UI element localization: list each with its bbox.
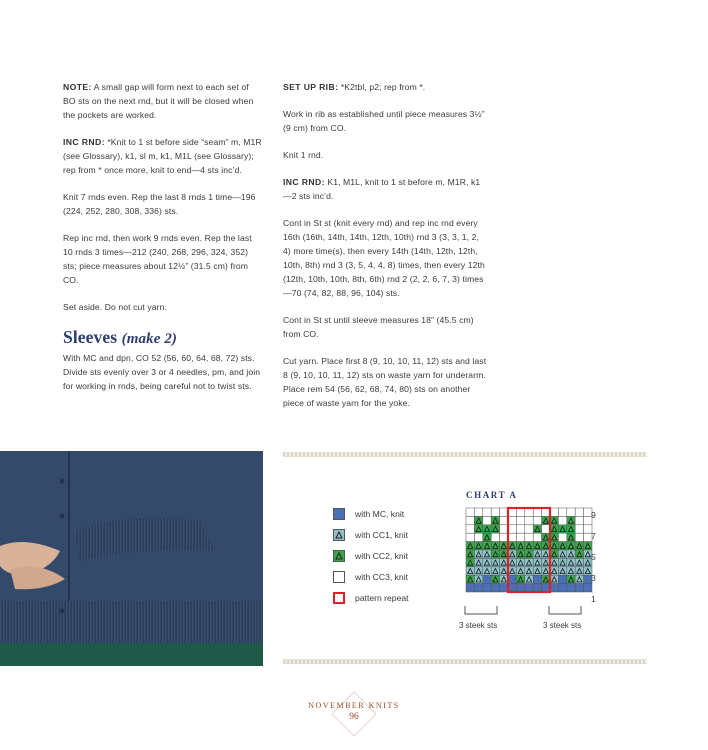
rep-inc-paragraph: Rep inc rnd, then work 9 rnds even. Rep the last 10 rnds 3 times—212 (240, 268, 296, 324, 352) sts; piece measures about 12½” (31.5 cm) from CO. (63, 233, 252, 285)
chart-cell-cc3 (567, 508, 575, 516)
chart-cell-mc (575, 584, 583, 592)
row-number-5: 5 (591, 552, 596, 562)
chart-cell-cc3 (542, 508, 550, 516)
chart-cell-cc3 (474, 533, 482, 541)
chart-cell-cc3 (542, 525, 550, 533)
set-aside-paragraph: Set aside. Do not cut yarn. (63, 302, 167, 312)
steek-bracket-right (549, 606, 581, 614)
chart-cell-mc (550, 584, 558, 592)
chart-cell-cc3 (550, 508, 558, 516)
chart-cell-cc3 (508, 533, 516, 541)
decorative-border-bottom (283, 659, 647, 664)
legend-label-repeat: pattern repeat (355, 593, 409, 603)
knit7-paragraph: Knit 7 rnds even. Rep the last 8 rnds 1 time—196 (224, 252, 280, 308, 336) sts. (63, 192, 256, 216)
chart-cell-cc3 (474, 508, 482, 516)
chart-cell-cc3 (525, 516, 533, 524)
steek-brackets (464, 604, 586, 618)
row-number-7: 7 (591, 531, 596, 541)
chart-cell-cc3 (575, 525, 583, 533)
chart-cell-mc (483, 584, 491, 592)
sleeves-title: Sleeves (63, 327, 118, 347)
chart-cell-cc3 (525, 508, 533, 516)
chart-cell-cc3 (575, 533, 583, 541)
note-paragraph (63, 80, 263, 122)
steek-label-left: 3 steek sts (459, 621, 498, 630)
cc2-swatch (333, 550, 345, 562)
chart-cell-cc3 (508, 516, 516, 524)
chart-cell-cc3 (533, 508, 541, 516)
inc-rnd-paragraph (63, 135, 263, 177)
chart-cell-cc3 (500, 533, 508, 541)
chart-cell-mc (483, 575, 491, 583)
triangle-icon (335, 552, 343, 560)
right-text-column (283, 80, 488, 423)
note-text: A small gap will form next to each set of BO sts on the next rnd, but it will be closed when the pockets are worked. (63, 82, 254, 120)
steek-label-right: 3 steek sts (543, 621, 582, 630)
row-number-9: 9 (591, 510, 596, 520)
decorative-border-top (283, 452, 647, 457)
chart-cell-mc (567, 584, 575, 592)
cont-stst-paragraph: Cont in St st (knit every rnd) and rep inc rnd every 16th (16th, 14th, 14th, 12th, 10th) rnd 3 (3, 3, 1, 2, 4) more time(s), then every 14th (14th, 12th, 12th, 10th, 8th) rnd 3 (3, 5, 4, 4, 8) times, then every 12th (12th, 10th, 10th, 8th, 6th) rnd 2 (2, 2, 6, 7, 3) times—70 (74, 82, 88, 96, 104) sts. (283, 218, 485, 298)
steek-bracket-left (465, 606, 497, 614)
chart-cell-cc3 (466, 525, 474, 533)
sleeves-subtitle: (make 2) (121, 331, 178, 347)
legend-label-cc1: with CC1, knit (355, 530, 409, 540)
chart-cell-cc3 (525, 525, 533, 533)
work-rib-paragraph: Work in rib as established until piece measures 3½” (9 cm) from CO. (283, 109, 485, 133)
note-label: NOTE: (63, 82, 92, 92)
chart-cell-cc3 (533, 533, 541, 541)
inc-rnd-label: INC RND: (63, 137, 105, 147)
chart-cell-mc (474, 584, 482, 592)
chart-cell-cc3 (575, 508, 583, 516)
chart-title: CHART A (466, 490, 518, 500)
chart-cell-cc3 (558, 508, 566, 516)
cardigan-illustration (0, 451, 263, 666)
footer-book-title: NOVEMBER KNITS (308, 701, 400, 710)
chart-cell-mc (558, 584, 566, 592)
chart-cell-mc (525, 584, 533, 592)
cc1-swatch (333, 529, 345, 541)
chart-cell-mc (491, 584, 499, 592)
legend-label-mc: with MC, knit (355, 509, 405, 519)
chart-cell-cc3 (558, 533, 566, 541)
setup-rib-paragraph (283, 80, 488, 94)
chart-cell-mc (500, 584, 508, 592)
sleeve-inc-text: K1, M1L, knit to 1 st before m, M1R, k1—2 sts inc’d. (283, 177, 481, 201)
chart-cell-cc3 (533, 516, 541, 524)
chart-cell-cc3 (483, 516, 491, 524)
inc-rnd-text: *Knit to 1 st before side “seam” m, M1R (see Glossary), k1, sl m, k1, M1L (see Glossary); rep from * once more, knit to end—4 sts inc’d. (63, 137, 262, 175)
row-number-1: 1 (591, 594, 596, 604)
chart-cell-cc3 (466, 508, 474, 516)
sleeves-heading (63, 327, 263, 349)
cont-sleeve-paragraph: Cont in St st until sleeve measures 18” (45.5 cm) from CO. (283, 315, 474, 339)
sleeves-paragraph: With MC and dpn, CO 52 (56, 60, 64, 68, 72) sts. Divide sts evenly over 3 or 4 needles, pm, and join for working in rnds, being careful not to twist sts. (63, 353, 261, 391)
chart-cell-cc3 (525, 533, 533, 541)
chart-cell-cc3 (500, 508, 508, 516)
triangle-icon (335, 531, 343, 539)
cc3-swatch (333, 571, 345, 583)
chart-cell-mc (533, 584, 541, 592)
chart-cell-cc3 (516, 525, 524, 533)
chart-cell-cc3 (466, 533, 474, 541)
chart-cell-cc3 (491, 533, 499, 541)
chart-cell-cc3 (491, 508, 499, 516)
left-text-column (63, 80, 263, 406)
cut-yarn-paragraph: Cut yarn. Place first 8 (9, 10, 10, 11, 12) sts and last 8 (9, 10, 10, 11, 12) sts on waste yarn for underarm. Place rem 54 (56, 62, 68, 74, 80) sts on another piece of waste yarn for the yoke. (283, 356, 487, 408)
legend-label-cc2: with CC2, knit (355, 551, 409, 561)
repeat-swatch (333, 592, 345, 604)
chart-cell-cc3 (466, 516, 474, 524)
chart-cell-cc3 (483, 508, 491, 516)
chart-cell-mc (584, 584, 592, 592)
setup-rib-text: *K2tbl, p2; rep from *. (338, 82, 426, 92)
sleeve-inc-paragraph (283, 175, 488, 203)
chart-cell-mc (466, 584, 474, 592)
chart-cell-cc3 (516, 516, 524, 524)
setup-rib-label: SET UP RIB: (283, 82, 339, 92)
chart-cell-cc3 (558, 516, 566, 524)
chart-cell-cc3 (500, 516, 508, 524)
mc-swatch (333, 508, 345, 520)
chart-cell-mc (542, 584, 550, 592)
chart-cell-mc (533, 575, 541, 583)
cardigan-photo (0, 451, 263, 666)
knit1-paragraph: Knit 1 rnd. (283, 150, 324, 160)
chart-cell-cc3 (508, 508, 516, 516)
row-number-3: 3 (591, 573, 596, 583)
sleeve-inc-label: INC RND: (283, 177, 325, 187)
chart-cell-cc3 (500, 525, 508, 533)
chart-cell-mc (508, 584, 516, 592)
chart-cell-mc (516, 584, 524, 592)
chart-cell-mc (508, 575, 516, 583)
footer-page-number: 96 (349, 712, 359, 722)
chart-cell-cc3 (575, 516, 583, 524)
chart-cell-mc (558, 575, 566, 583)
chart-cell-cc3 (516, 533, 524, 541)
chart-cell-cc3 (516, 508, 524, 516)
chart-cell-cc3 (508, 525, 516, 533)
legend-label-cc3: with CC3, knit (355, 572, 409, 582)
